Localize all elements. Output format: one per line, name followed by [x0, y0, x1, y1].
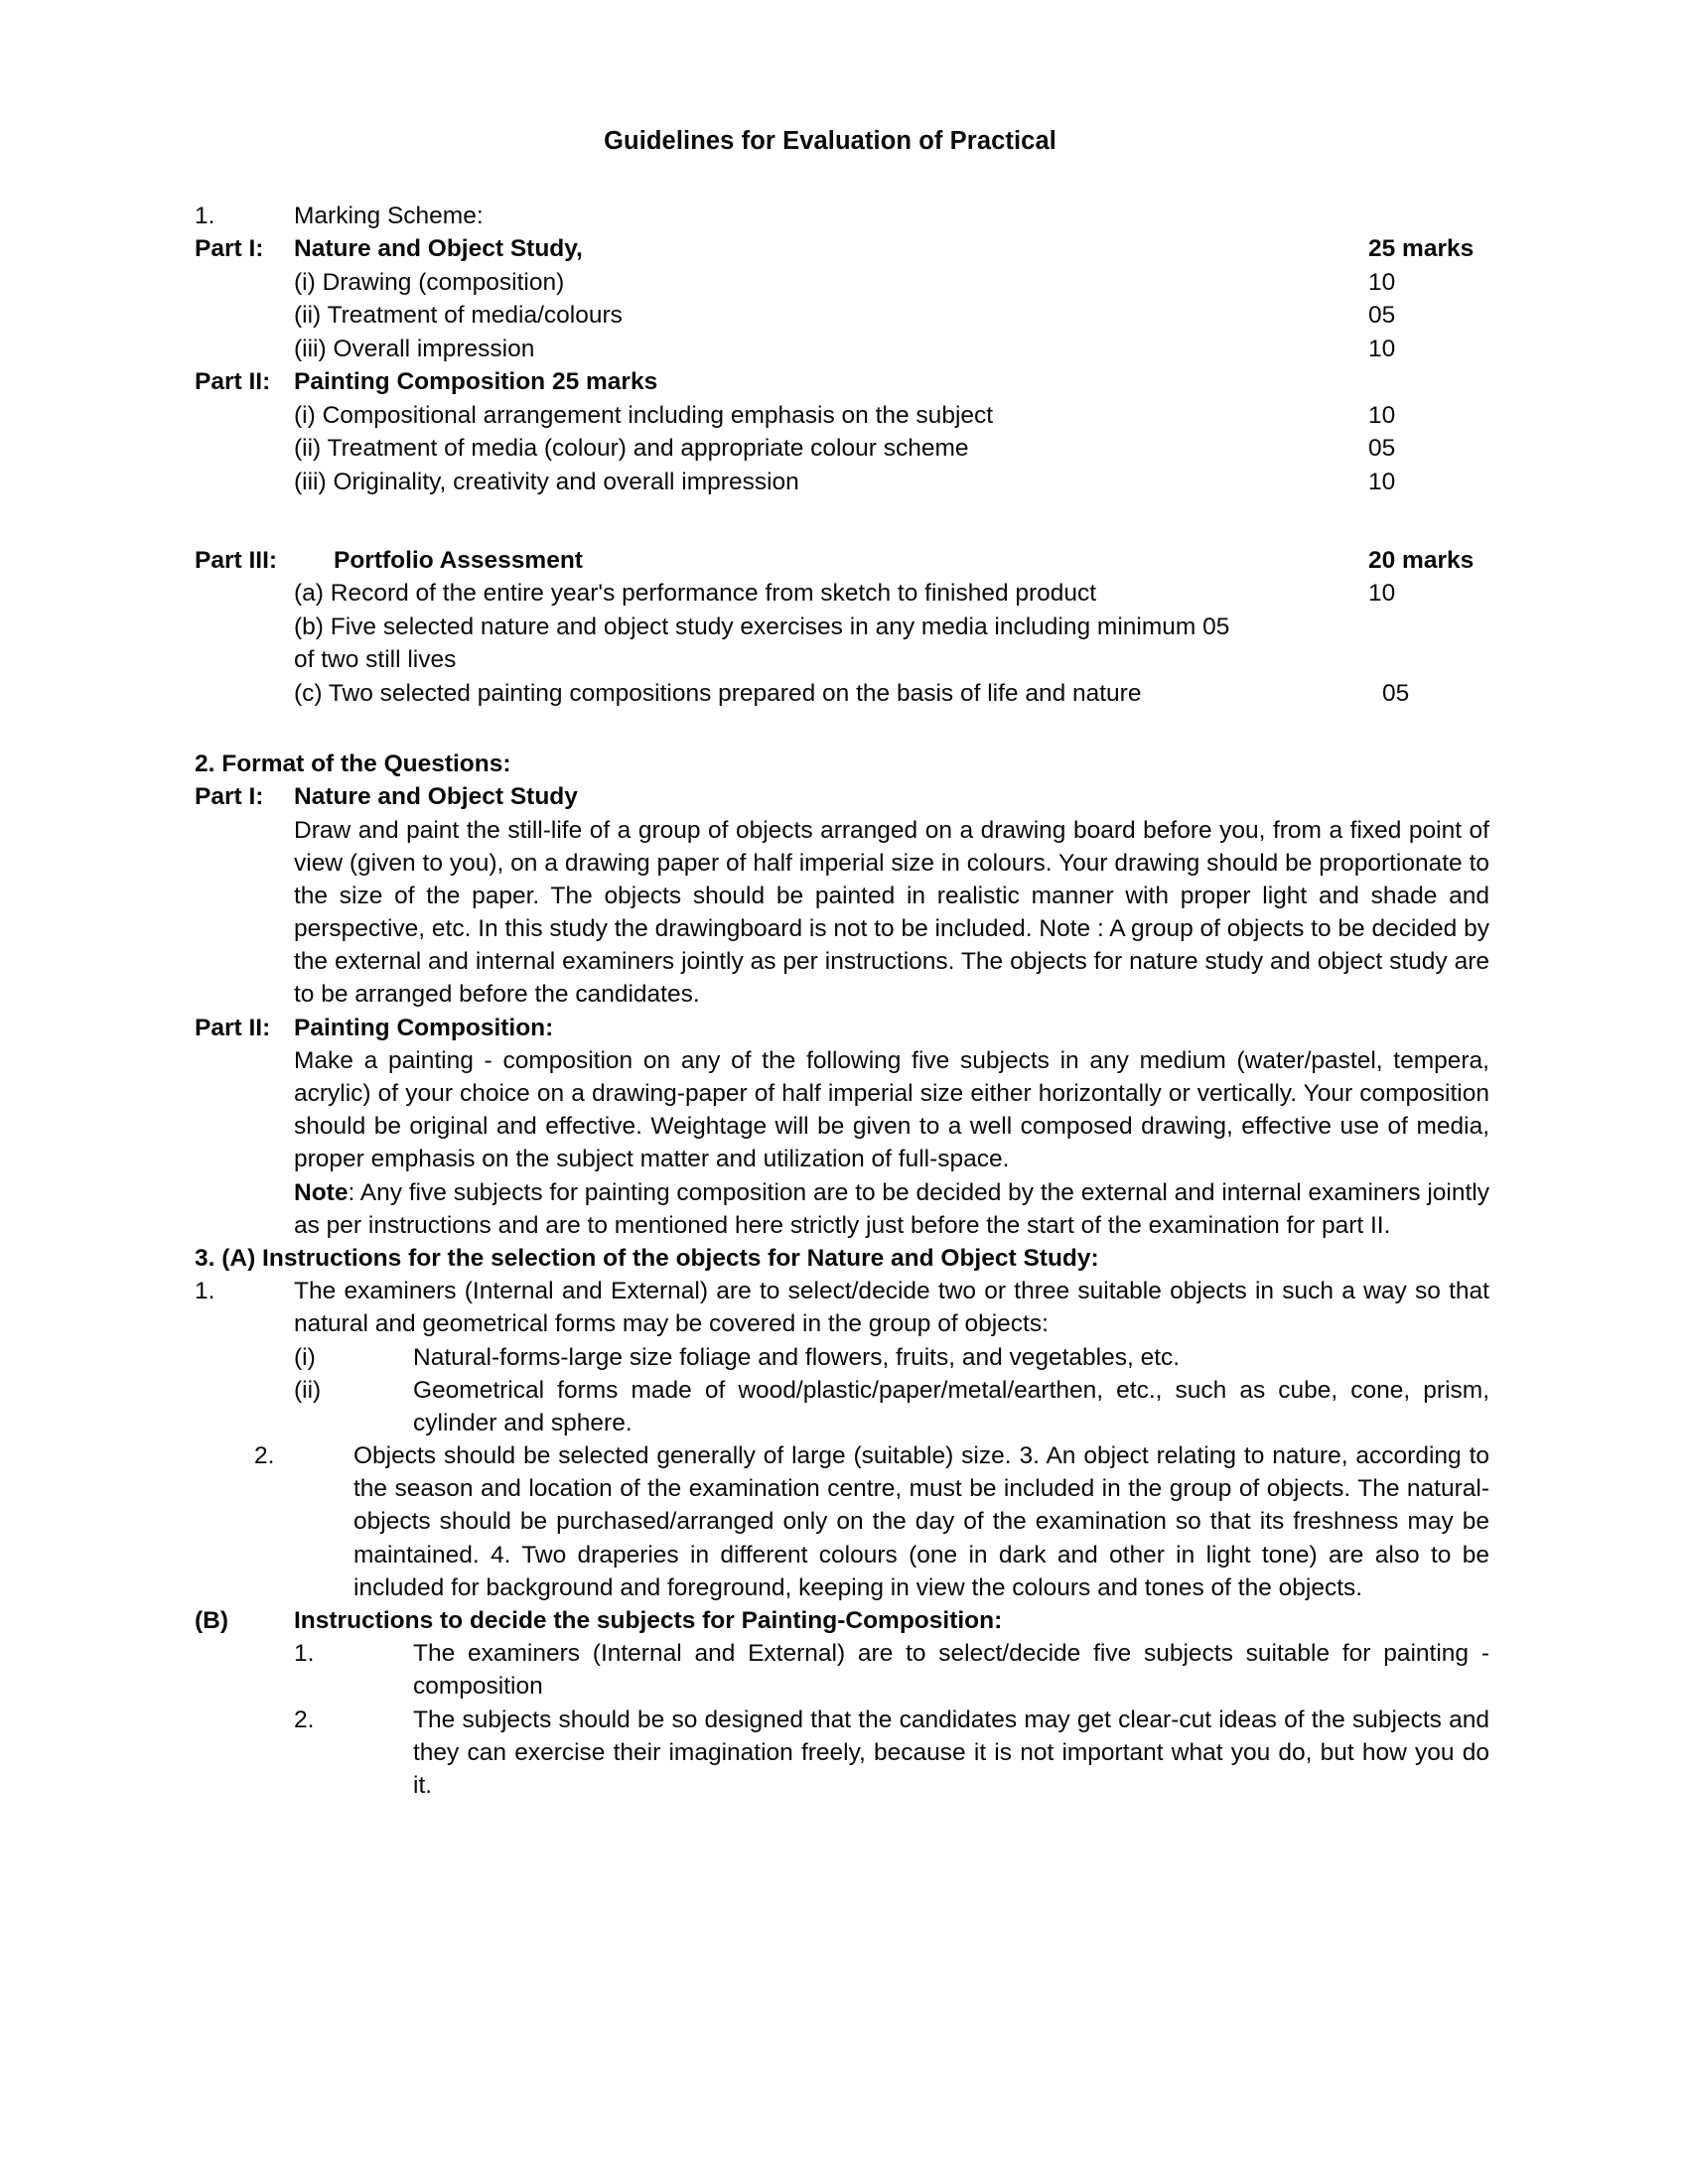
part3-item-marks: 10 [1368, 580, 1396, 608]
section3-itemb-row [195, 1637, 1489, 1703]
marking-scheme-heading-row [195, 200, 1489, 232]
part2-item-row [195, 399, 1489, 432]
note-label: Note [294, 1178, 349, 1206]
part1-marks: 25 marks [1368, 235, 1475, 263]
part3-item-label: (a) Record of the entire year's performance from sketch to finished product [294, 580, 1097, 608]
part1-item-marks: 10 [1368, 268, 1396, 296]
section3-heading-b-row [195, 1604, 1489, 1637]
part3-label: Part III: [195, 546, 278, 574]
part1-item-marks: 05 [1368, 302, 1396, 330]
section3-heading-b-tag: (B) [195, 1607, 229, 1634]
part3-item-marks: 05 [1382, 679, 1410, 707]
section1-number: 1. [195, 203, 215, 229]
section2-part1-title: Nature and Object Study [294, 783, 578, 811]
page-title: Guidelines for Evaluation of Practical [604, 127, 1056, 155]
section2-part1-label: Part I: [195, 783, 264, 811]
part2-item-label: (iii) Originality, creativity and overall impression [294, 468, 799, 495]
section3-subitem-number: (i) [294, 1343, 316, 1371]
section2-part2-title: Painting Composition: [294, 1014, 554, 1041]
section3-itemb-text: The examiners (Internal and External) are to select/decide five subjects suitable for painting - composition [413, 1640, 1489, 1701]
section2-part2-label: Part II: [195, 1014, 271, 1041]
part3-item-label: of two still lives [294, 646, 457, 674]
note-body: : Any five subjects for painting composition are to be decided by the external and internal examiners jointly as per instructions and are to mentioned here strictly just before the start of the examination for part II. [294, 1178, 1489, 1239]
part1-item-marks: 10 [1368, 335, 1396, 362]
section3-item2-number: 2. [254, 1442, 275, 1470]
part2-item-label: (i) Compositional arrangement including emphasis on the subject [294, 401, 994, 429]
part3-title-row [195, 544, 1489, 577]
section3-item2-text: Objects should be selected generally of large (suitable) size. 3. An object relating to nature, according to the season and location of the examination centre, must be included in the group of objects. The natural-objects should be purchased/arranged only on the day of the examination so that its freshness may be maintained. 4. Two draperies in different colours (one in dark and other in light tone) are also to be included for background and foreground, keeping in view the colours and tones of the objects. [353, 1442, 1489, 1601]
part2-item-row [195, 466, 1489, 498]
section3-itemb-number: 2. [294, 1706, 315, 1733]
part1-label: Part I: [195, 235, 264, 263]
part1-item-label: (ii) Treatment of media/colours [294, 302, 623, 330]
part2-title-row [195, 365, 1489, 398]
section2-part2-title-row [195, 1012, 1489, 1044]
part2-item-marks: 10 [1368, 401, 1396, 429]
section1-heading: Marking Scheme: [294, 203, 484, 229]
part1-title: Nature and Object Study, [294, 235, 583, 263]
part1-item-row [195, 299, 1489, 332]
section2-part2-body: Make a painting - composition on any of the following five subjects in any medium (water/pastel, tempera, acrylic) of your choice on a drawing-paper of half imperial size either horizontally or vertically. Your composition should be original and effective. Weightage will be given to a well composed drawing, effective use of media, proper emphasis on the subject matter and utilization of full-space. [294, 1046, 1489, 1173]
part3-item-label: (b) Five selected nature and object study exercises in any media including minimum 05 [294, 613, 1230, 640]
section2-part1-title-row [195, 780, 1489, 813]
part2-title: Painting Composition 25 marks [294, 368, 658, 396]
part3-item-label: (c) Two selected painting compositions prepared on the basis of life and nature [294, 679, 1142, 707]
part2-item-marks: 05 [1368, 435, 1396, 463]
part1-item-row [195, 266, 1489, 299]
section3-subitem-row [195, 1341, 1489, 1374]
section3-subitem-number: (ii) [294, 1376, 322, 1404]
section3-item2-row [195, 1439, 1489, 1604]
section3-subitem-text: Geometrical forms made of wood/plastic/paper/metal/earthen, etc., such as cube, cone, prism, cylinder and sphere. [413, 1376, 1489, 1436]
part1-title-row [195, 232, 1489, 265]
part3-item-row [195, 577, 1489, 610]
section3-subitem-row [195, 1374, 1489, 1439]
spacer [195, 498, 1489, 544]
section3-item1-text: The examiners (Internal and External) are to select/decide two or three suitable objects in such a way so that natural and geometrical forms may be covered in the group of objects: [294, 1278, 1489, 1338]
part2-label: Part II: [195, 368, 271, 396]
part2-item-label: (ii) Treatment of media (colour) and appropriate colour scheme [294, 435, 969, 463]
part1-item-label: (iii) Overall impression [294, 335, 535, 362]
section3-item1-number: 1. [195, 1278, 215, 1305]
part3-item-row [195, 611, 1489, 643]
spacer [195, 710, 1489, 748]
part1-item-label: (i) Drawing (composition) [294, 268, 565, 296]
section2-heading: 2. Format of the Questions: [195, 751, 511, 778]
part3-item-row [195, 643, 1489, 676]
part2-item-row [195, 432, 1489, 465]
part2-item-marks: 10 [1368, 468, 1396, 495]
part3-marks: 20 marks [1368, 546, 1475, 574]
section3-itemb-number: 1. [294, 1640, 315, 1668]
section3-heading-b: Instructions to decide the subjects for Painting-Composition: [294, 1607, 1003, 1634]
section3-itemb-text: The subjects should be so designed that the candidates may get clear-cut ideas of the subjects and they can exercise their imagination freely, because it is not important what you do, but how you do it. [413, 1706, 1489, 1799]
part3-item-row [195, 677, 1489, 710]
section3-item1-row [195, 1275, 1489, 1340]
part1-item-row [195, 333, 1489, 365]
part3-title: Portfolio Assessment [334, 546, 583, 574]
section3-subitem-text: Natural-forms-large size foliage and flowers, fruits, and vegetables, etc. [413, 1343, 1181, 1371]
section2-part2-note [195, 1176, 1489, 1242]
section2-part1-body: Draw and paint the still-life of a group of objects arranged on a drawing board before you, from a fixed point of view (given to you), on a drawing paper of half imperial size in colours. Your drawing should be proportionate to the size of the paper. The objects should be painted in realistic manner with proper light and shade and perspective, etc. In this study the drawingboard is not to be included. Note : A group of objects to be decided by the external and internal examiners jointly as per instructions. The objects for nature study and object study are to be arranged before the candidates. [294, 816, 1489, 1009]
section3-itemb-row [195, 1704, 1489, 1803]
section3-heading-a: 3. (A) Instructions for the selection of the objects for Nature and Object Study: [195, 1244, 1099, 1272]
